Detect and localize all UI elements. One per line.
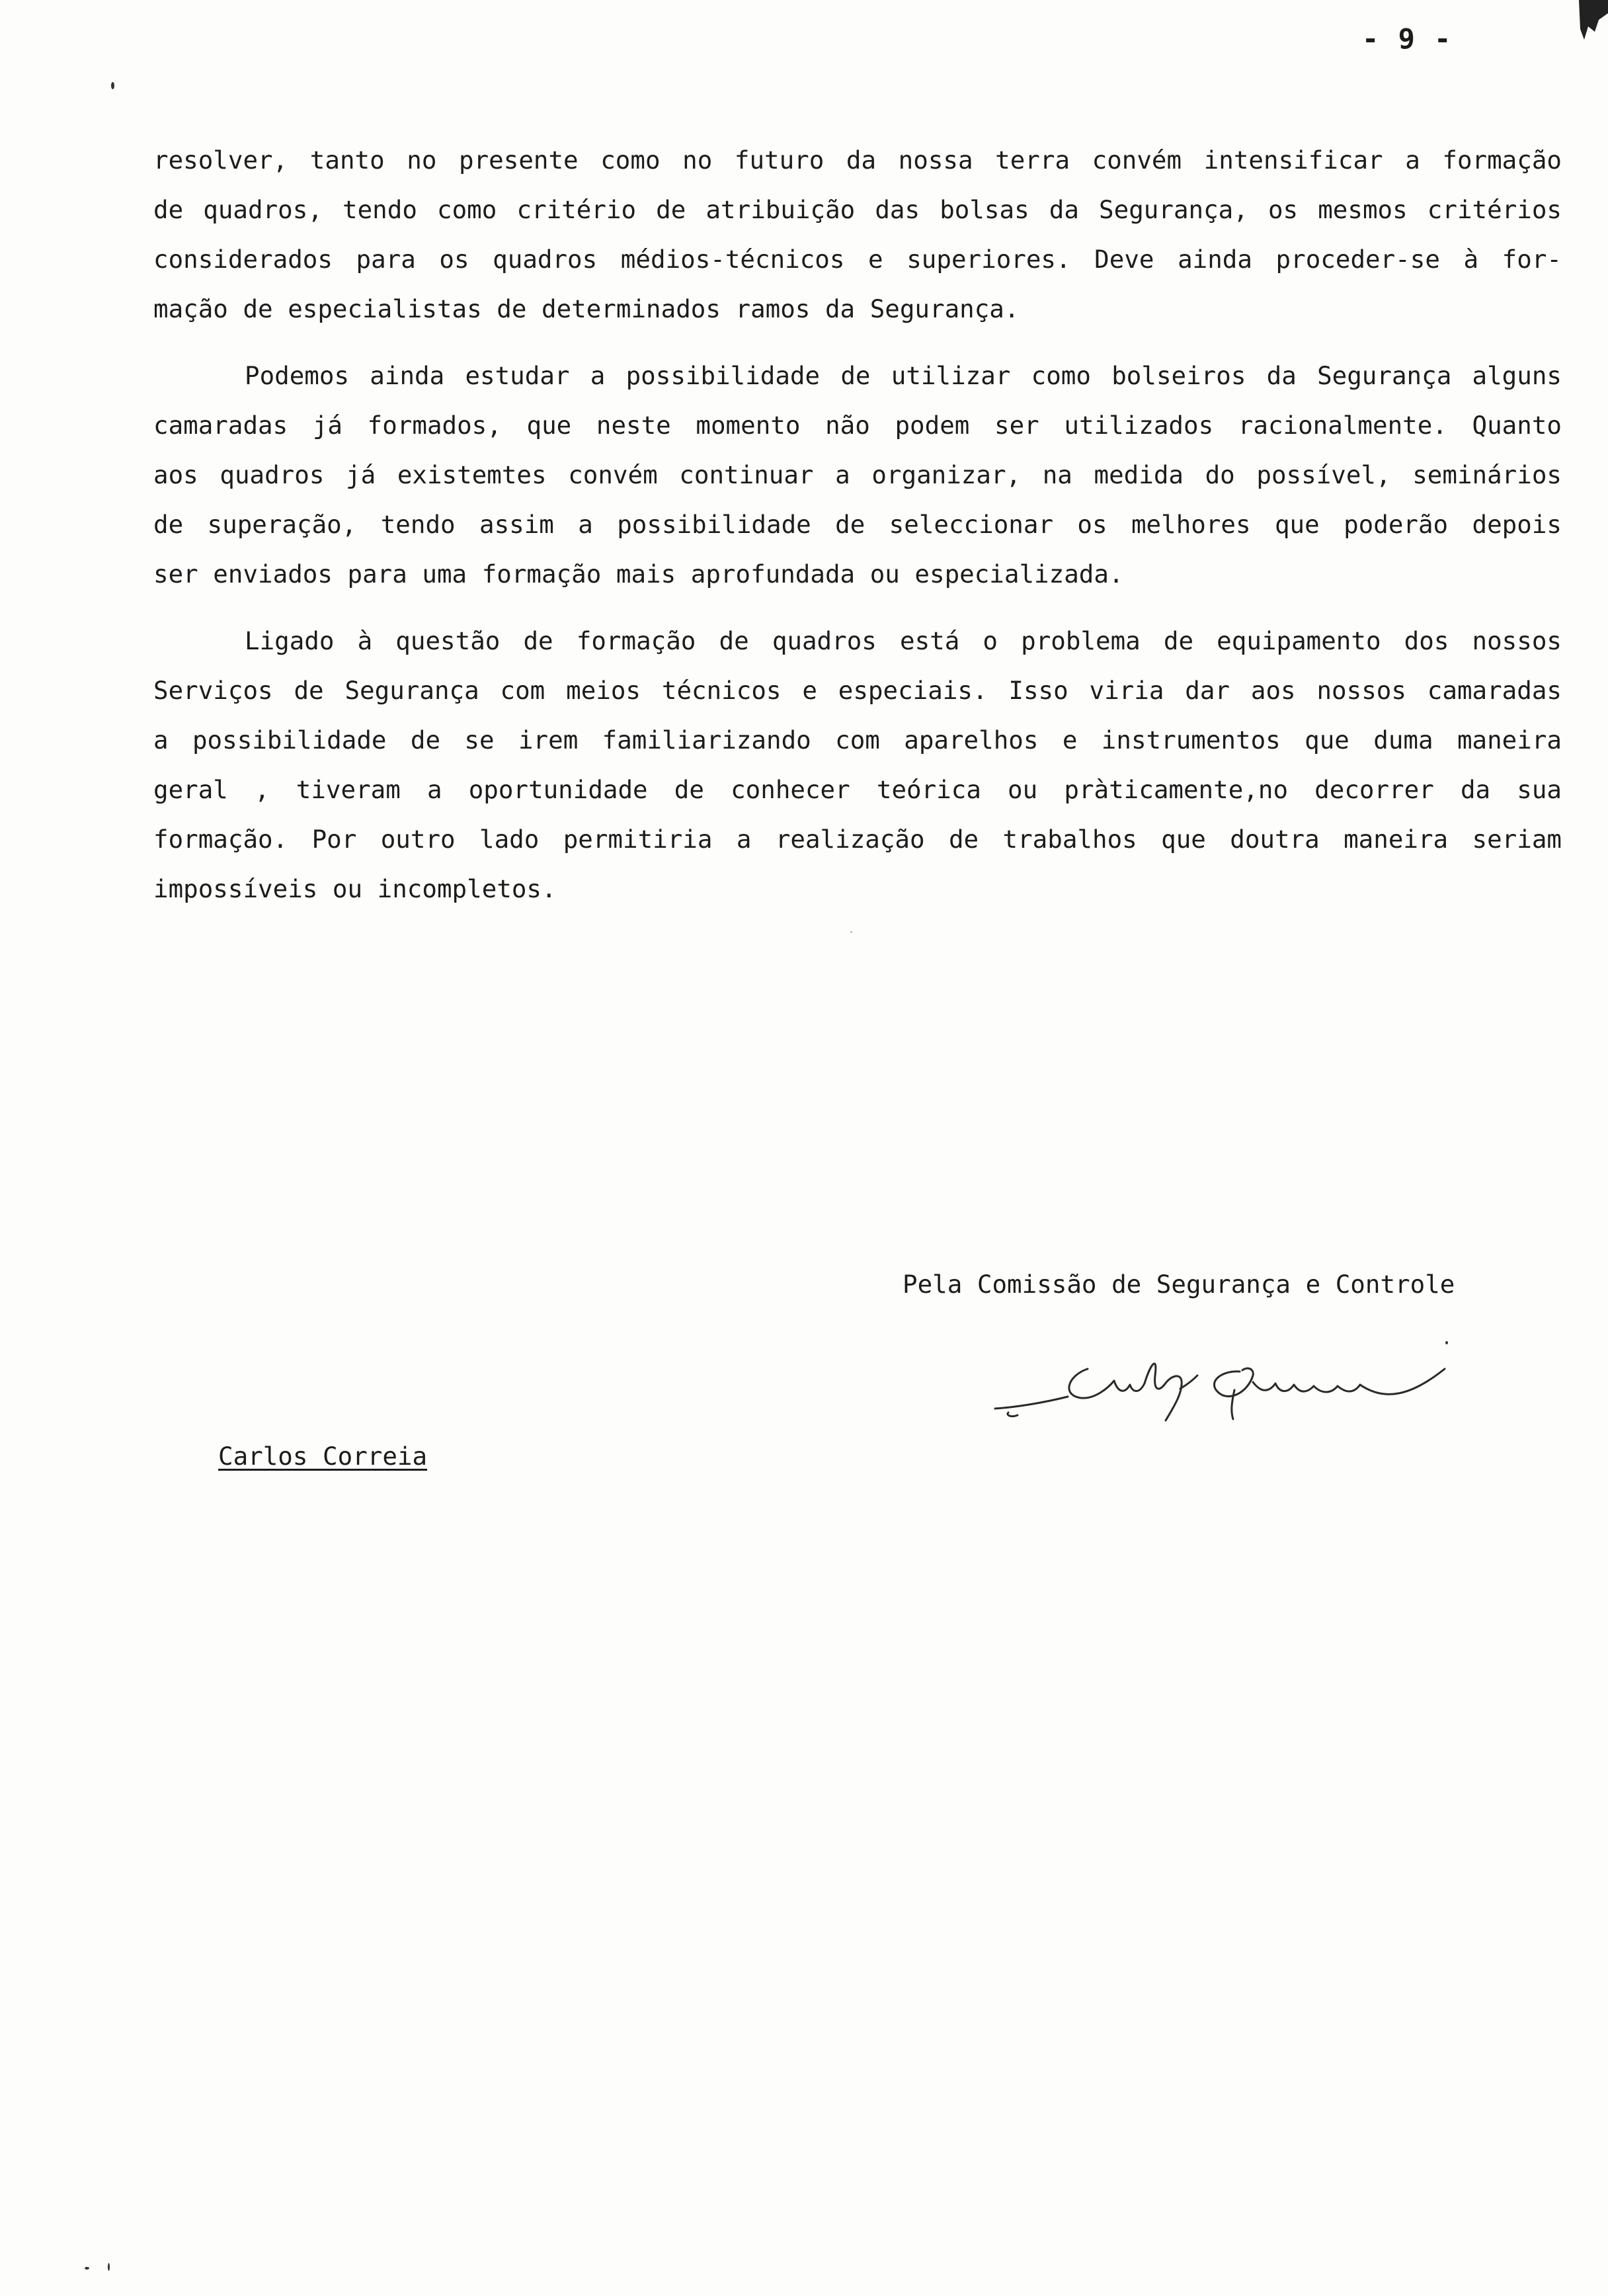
scan-speck <box>108 2263 110 2271</box>
text-line: resolver, tanto no presente como no futuro da nossa terra convém intensificar a formação <box>153 145 1562 175</box>
text-line: a possibilidade de se irem familiarizando com aparelhos e instrumentos que duma maneira <box>153 725 1562 755</box>
text-line: Ligado à questão de formação de quadros está o problema de equipamento dos nossos <box>245 626 1562 655</box>
signer-name: Carlos Correia <box>218 1442 428 1471</box>
text-line: camaradas já formados, que neste momento não podem ser utilizados racionalmente. Quanto <box>153 411 1562 440</box>
text-line: Podemos ainda estudar a possibilidade de utilizar como bolseiros da Segurança alguns <box>245 361 1562 390</box>
paragraph-1 <box>153 136 1562 334</box>
page-number: - 9 - <box>1362 22 1453 55</box>
text-line: de quadros, tendo como critério de atribuição das bolsas da Segurança, os mesmos critérios <box>153 195 1562 224</box>
text-line: formação. Por outro lado permitiria a realização de trabalhos que doutra maneira seriam <box>153 825 1562 854</box>
handwritten-signature <box>988 1329 1451 1422</box>
signature-heading: Pela Comissão de Segurança e Controle <box>903 1270 1455 1299</box>
text-line: considerados para os quadros médios-técnicos e superiores. Deve ainda proceder-se à for- <box>153 245 1562 274</box>
corner-mark <box>1579 0 1608 46</box>
text-line: geral , tiveram a oportunidade de conhecer teórica ou pràticamente,no decorrer da sua <box>153 775 1562 804</box>
text-line: aos quadros já existemtes convém continuar a organizar, na medida do possível, seminários <box>153 460 1562 489</box>
scan-speck <box>850 931 852 933</box>
scan-speck <box>85 2267 89 2270</box>
text-line: ser enviados para uma formação mais aprofundada ou especializada. <box>153 559 1124 589</box>
text-line: de superação, tendo assim a possibilidade de seleccionar os melhores que poderão depois <box>153 510 1562 539</box>
text-line: Serviços de Segurança com meios técnicos e especiais. Isso viria dar aos nossos camaradas <box>153 676 1562 705</box>
text-line: impossíveis ou incompletos. <box>153 874 557 903</box>
scan-speck <box>111 82 114 89</box>
paragraph-3 <box>153 616 1562 914</box>
signature-block <box>903 1270 1564 1495</box>
body-text <box>153 136 1562 931</box>
text-line: mação de especialistas de determinados ramos da Segurança. <box>153 294 1020 323</box>
paragraph-2 <box>153 351 1562 599</box>
